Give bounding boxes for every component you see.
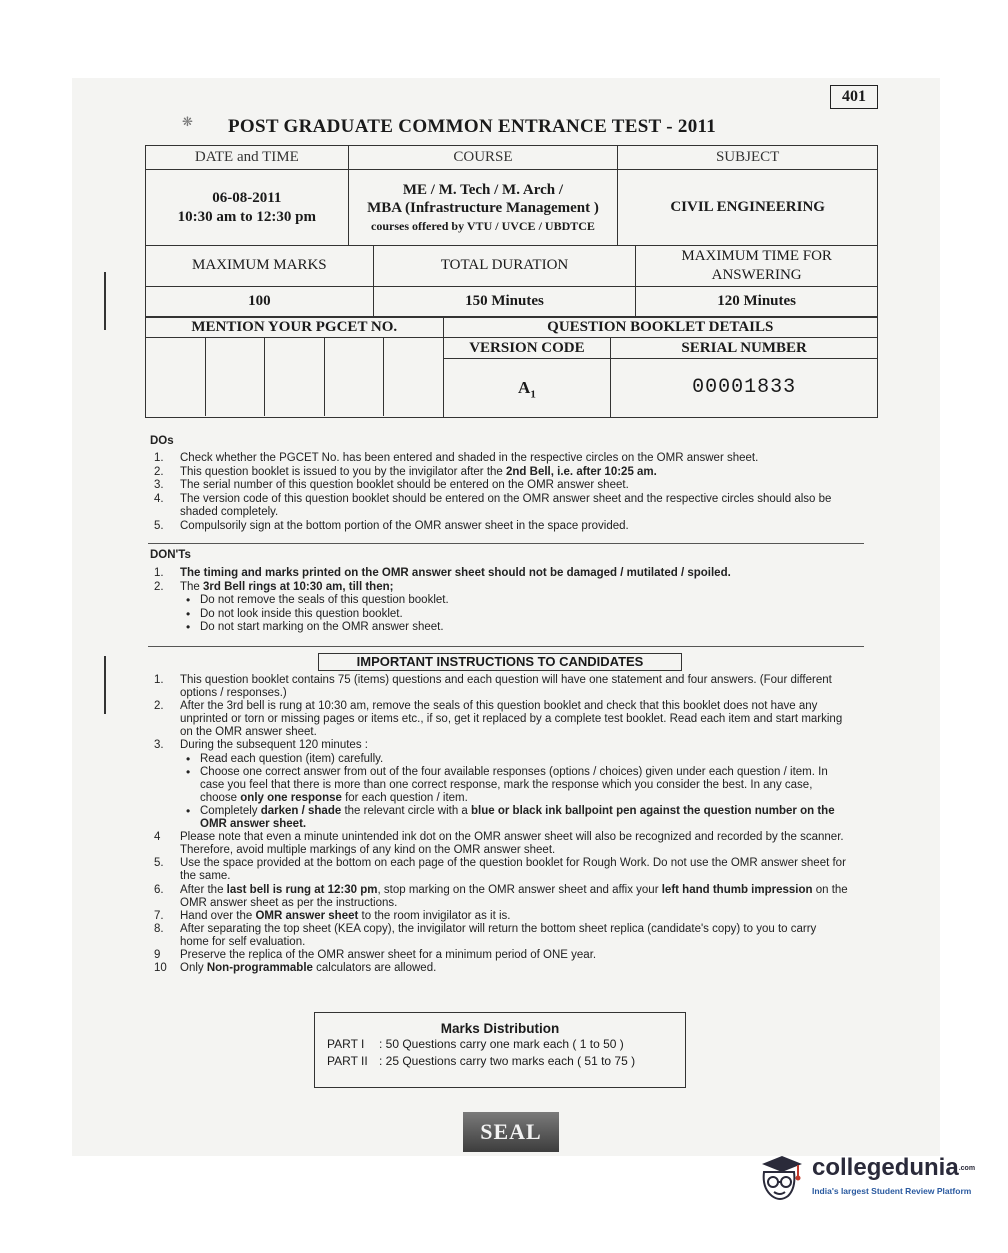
item-number: 1.	[154, 567, 164, 579]
course-line-3: courses offered by VTU / UVCE / UBDTCE	[371, 218, 595, 233]
logo-name	[812, 1154, 975, 1182]
item-number: 1.	[154, 674, 164, 686]
bullet-text-bold: blue or black ink ballpoint pen against the question number on the OMR answer sheet.	[200, 804, 835, 831]
part-label: PART II	[327, 1054, 368, 1068]
item-number: 10	[154, 962, 167, 975]
max-time-label	[636, 245, 878, 286]
item-number: 8.	[154, 922, 164, 935]
bullet-item	[180, 766, 848, 805]
item-text-bold: last bell is rung at 12:30 pm	[226, 883, 378, 896]
list-item	[152, 962, 848, 975]
marks-distribution-title: Marks Distribution	[440, 1021, 560, 1036]
item-text-bold: Non-programmable	[206, 962, 313, 975]
item-text: Only	[180, 962, 207, 975]
item-text: Check whether the PGCET No. has been entered and shaded in the respective circles on the OMR answer sheet.	[180, 452, 759, 464]
bullet-text: Completely	[200, 804, 261, 817]
list-item	[152, 857, 848, 883]
serial-number-label: SERIAL NUMBER	[611, 338, 877, 359]
item-number: 4	[154, 831, 161, 844]
item-text: on the OMR answer sheet as per the instructions.	[180, 883, 848, 909]
item-text: The version code of this question booklet should be entered on the OMR answer sheet and the respective circles should also be shaded completely.	[180, 492, 832, 519]
serial-number-value: 00001833	[692, 376, 797, 399]
bullet-text: the relevant circle with a	[341, 804, 472, 817]
max-time-label-line-2: ANSWERING	[711, 266, 802, 283]
item-text-bold: The timing and marks printed on the OMR answer sheet should not be damaged / mutilated / spoiled.	[180, 567, 731, 579]
marks-distribution-box	[314, 1012, 686, 1088]
list-item	[152, 910, 848, 923]
list-item	[152, 466, 852, 480]
list-item	[152, 739, 848, 831]
bullet-item	[180, 753, 848, 766]
item-text: Preserve the replica of the OMR answer sheet for a minimum period of ONE year.	[180, 948, 597, 961]
version-code-letter: A	[518, 378, 531, 397]
donts-list	[152, 567, 852, 635]
item-text: calculators are allowed.	[312, 962, 437, 975]
part-text: : 25 Questions carry two marks each ( 51 to 75 )	[379, 1054, 636, 1068]
item-number: 4.	[154, 492, 164, 505]
item-text-bold: 3rd Bell rings at 10:30 am, till then;	[203, 580, 394, 593]
item-number: 7.	[154, 909, 164, 922]
logo-tagline: India's largest Student Review Platform	[812, 1186, 972, 1196]
booklet-details-label: QUESTION BOOKLET DETAILS	[443, 317, 877, 338]
max-time-value: 120 Minutes	[636, 286, 878, 317]
pgcet-label: MENTION YOUR PGCET NO.	[146, 317, 443, 338]
pgcet-digit-cells	[146, 338, 443, 416]
pgcet-digit-cell[interactable]	[384, 338, 443, 416]
bullet-text: Read each question (item) carefully.	[200, 752, 384, 765]
bullet-text-bold: only one response	[240, 791, 342, 804]
bullet-item: • Do not look inside this question booklet.	[180, 608, 852, 622]
item-number: 6.	[154, 883, 164, 896]
course-label: COURSE	[348, 146, 618, 170]
total-duration-value: 150 Minutes	[373, 286, 636, 317]
max-marks-value: 100	[146, 286, 374, 317]
course-value	[348, 170, 618, 246]
date-time-value	[146, 170, 349, 246]
item-text: The serial number of this question booklet should be entered on the OMR answer sheet.	[180, 479, 629, 492]
item-number: 3.	[154, 479, 164, 492]
item-number: 2.	[154, 700, 164, 713]
item-text: This question booklet is issued to you by the invigilator after the	[180, 465, 507, 478]
pgcet-digit-cell[interactable]	[325, 338, 385, 416]
item-text: to the room invigilator as it is.	[358, 909, 511, 922]
marks-part-2	[327, 1053, 685, 1070]
exam-details-table	[145, 145, 878, 418]
list-item	[152, 923, 848, 949]
donts-label: DON'Ts	[150, 549, 191, 561]
item-text: This question booklet contains 75 (items) questions and each question will have one statement and four answers. (Four different options / responses.)	[180, 674, 832, 700]
list-item	[152, 674, 848, 700]
item-number: 3.	[154, 739, 164, 752]
logo-wordmark: collegedunia	[812, 1154, 959, 1181]
subject-value: CIVIL ENGINEERING	[618, 170, 878, 246]
list-item	[152, 567, 852, 581]
list-item	[152, 884, 848, 910]
collegedunia-logo	[752, 1150, 982, 1210]
divider	[148, 646, 864, 647]
item-text: , stop marking on the OMR answer sheet and affix your	[377, 883, 662, 896]
donts-bullets	[180, 594, 852, 635]
item-number: 5.	[154, 519, 164, 532]
list-item	[152, 949, 848, 962]
page-title: POST GRADUATE COMMON ENTRANCE TEST - 2011	[228, 116, 717, 137]
instructions-list	[152, 674, 848, 975]
part-label: PART I	[327, 1037, 365, 1051]
list-item	[152, 479, 852, 493]
list-item	[152, 831, 848, 857]
date-time-label: DATE and TIME	[146, 146, 349, 170]
punch-mark-icon: ❋	[182, 114, 193, 129]
item-text-bold: 2nd Bell, i.e. after 10:25 am.	[506, 465, 657, 478]
item-text: Compulsorily sign at the bottom portion of the OMR answer sheet in the space provided.	[180, 519, 629, 532]
list-item	[152, 700, 848, 739]
max-marks-label: MAXIMUM MARKS	[146, 245, 374, 286]
course-line-2: MBA (Infrastructure Management )	[367, 199, 599, 216]
logo-suffix: .com	[958, 1165, 976, 1173]
version-code-subscript: 1	[530, 388, 536, 401]
instructions-heading: IMPORTANT INSTRUCTIONS TO CANDIDATES	[318, 653, 682, 671]
item-number: 2.	[154, 580, 164, 593]
bullet-item: • Do not remove the seals of this question booklet.	[180, 594, 852, 608]
pgcet-digit-cell[interactable]	[146, 338, 206, 416]
exam-time: 10:30 am to 12:30 pm	[177, 208, 316, 225]
instruction-bullets	[180, 753, 848, 832]
part-text: : 50 Questions carry one mark each ( 1 to 50 )	[379, 1037, 624, 1051]
marks-part-1	[327, 1036, 685, 1053]
dos-list	[152, 452, 852, 534]
pgcet-digit-cell[interactable]	[206, 338, 266, 416]
item-text-bold: left hand thumb impression	[661, 883, 813, 896]
pgcet-number-box	[146, 317, 444, 418]
version-code-label: VERSION CODE	[444, 338, 611, 359]
bullet-text-bold: darken / shade	[260, 804, 342, 817]
item-text: Please note that even a minute unintended ink dot on the OMR answer sheet will also be recognized and recorded by the scanner. Therefore, avoid multiple markings of any kind on the OMR answer sheet.	[180, 831, 844, 857]
list-item	[152, 452, 852, 466]
left-bracket-mark	[104, 656, 114, 714]
divider	[148, 543, 864, 544]
list-item	[152, 493, 852, 520]
page-number: 401	[830, 85, 878, 109]
bullet-item: • Do not start marking on the OMR answer sheet.	[180, 621, 852, 635]
item-text: After separating the top sheet (KEA copy), the invigilator will return the bottom sheet replica (candidate's copy) to you to carry home for self evaluation.	[180, 922, 817, 948]
version-code-box	[443, 338, 611, 418]
item-number: 2.	[154, 465, 164, 478]
bullet-text: Choose one correct answer from out of the four available responses (options / choices) given under each question / item. In case you feel that there is more than one correct response, mark the response which you consider the best. In any case, choose	[200, 765, 828, 804]
item-number: 1.	[154, 452, 164, 464]
item-number: 9	[154, 948, 161, 961]
max-time-label-line-1: MAXIMUM TIME FOR	[681, 247, 832, 264]
item-text: The	[180, 580, 204, 593]
left-bracket-mark	[104, 272, 114, 330]
course-line-1: ME / M. Tech / M. Arch /	[402, 181, 564, 198]
item-text: During the subsequent 120 minutes :	[180, 739, 368, 752]
item-text: After the 3rd bell is rung at 10:30 am, remove the seals of this question booklet and check that this booklet does not have any unprinted or torn or missing pages or items etc., if so, get it replaced by a complete test booklet. Read each item and start marking on the OMR answer sheet.	[180, 700, 843, 739]
item-text: Hand over the	[180, 909, 256, 922]
dos-label: DOs	[150, 435, 174, 447]
subject-label: SUBJECT	[618, 146, 878, 170]
serial-number-box	[611, 338, 878, 418]
pgcet-digit-cell[interactable]	[265, 338, 325, 416]
version-code-value	[444, 359, 611, 417]
exam-date: 06-08-2011	[212, 189, 282, 206]
total-duration-label: TOTAL DURATION	[373, 245, 636, 286]
item-text: After the	[180, 883, 227, 896]
student-face-icon	[752, 1150, 808, 1206]
bullet-item	[180, 805, 848, 831]
list-item	[152, 520, 852, 534]
seal-stamp: SEAL	[463, 1112, 559, 1152]
list-item	[152, 581, 852, 635]
bullet-text: for each question / item.	[341, 791, 468, 804]
item-number: 5.	[154, 857, 164, 870]
item-text: Use the space provided at the bottom on each page of the question booklet for Rough Work. Do not use the OMR answer sheet for the same.	[180, 857, 846, 883]
item-text-bold: OMR answer sheet	[255, 909, 359, 922]
